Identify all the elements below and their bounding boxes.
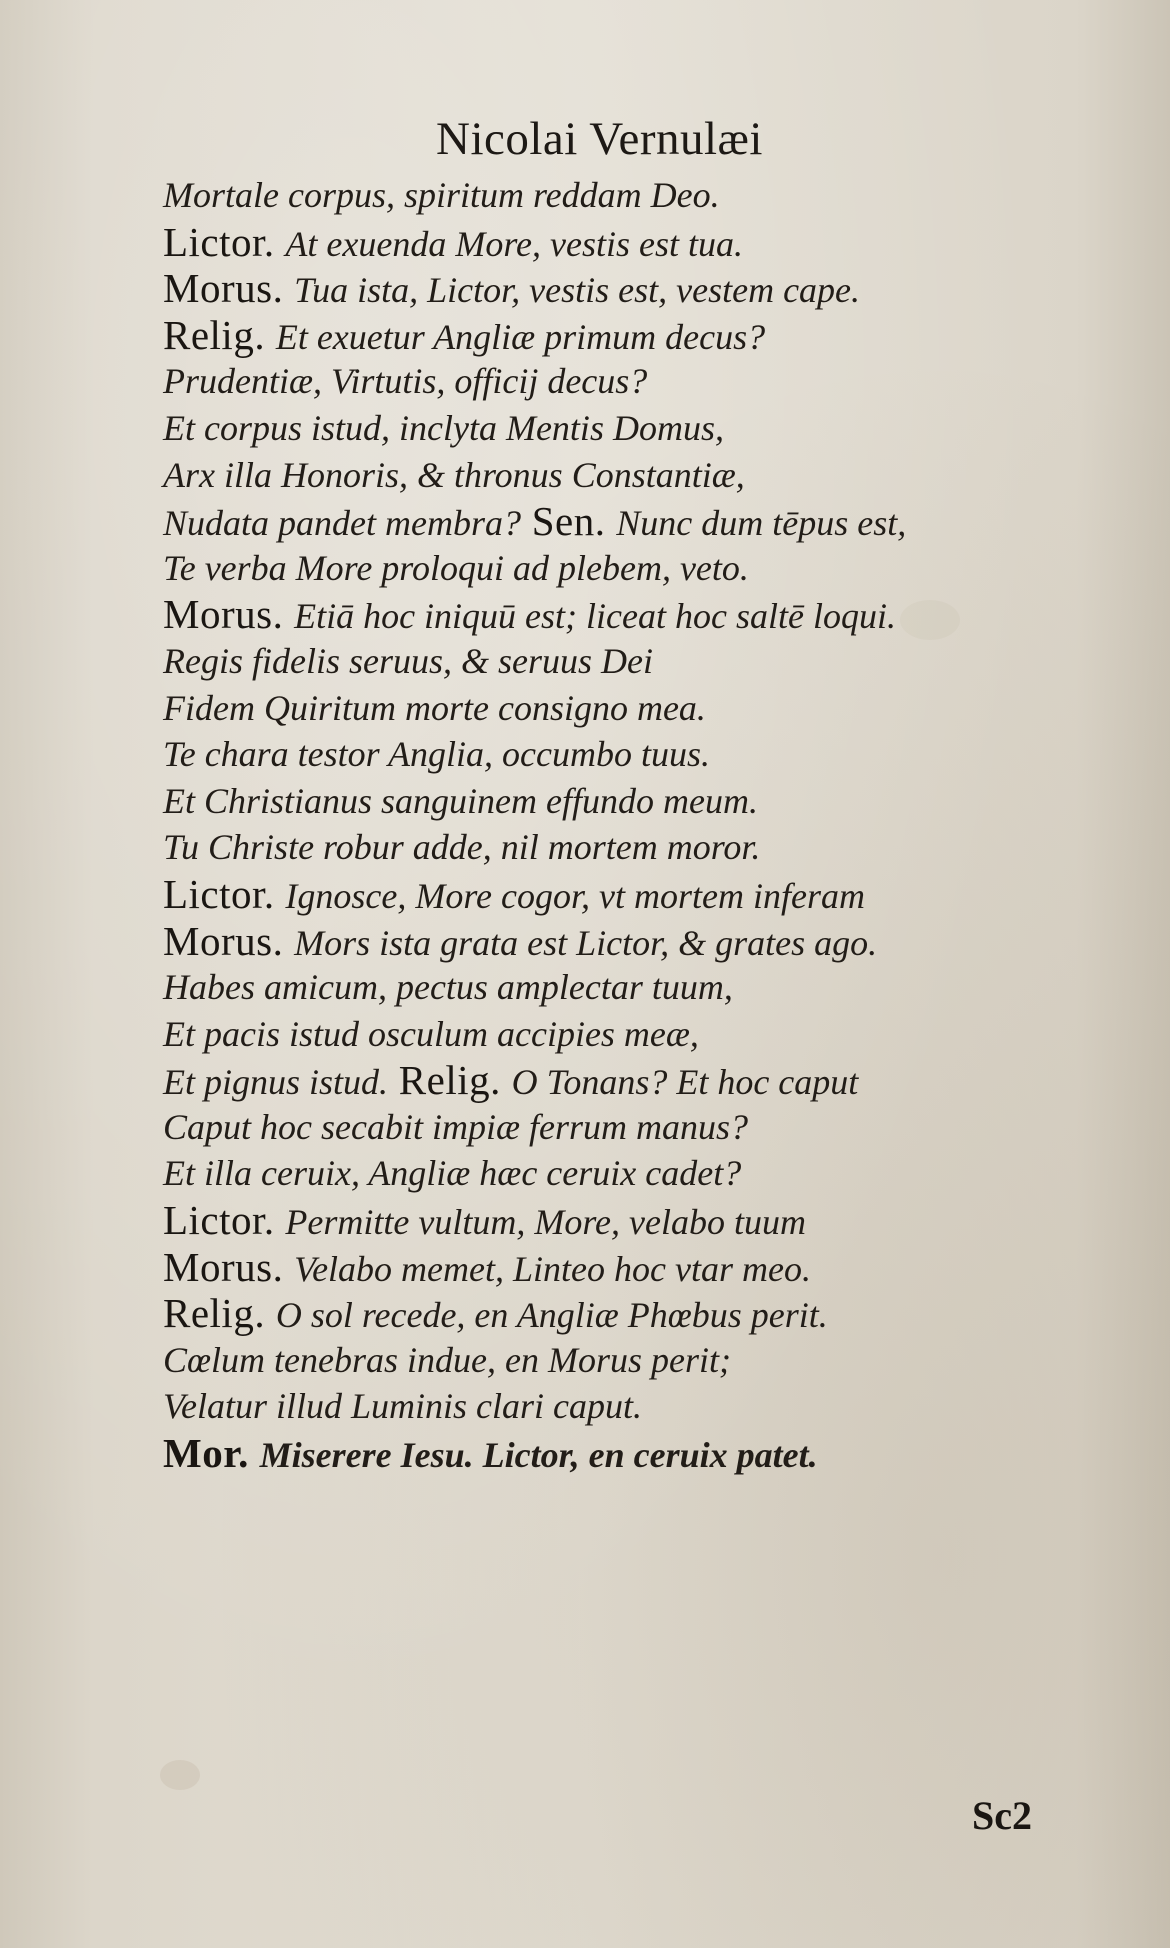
verse-line-text: Te verba More proloqui ad plebem, veto. — [163, 547, 749, 588]
verse-line — [163, 452, 1103, 499]
verse-line — [163, 918, 1103, 965]
verse-line-text: Nudata pandet membra? — [163, 503, 521, 544]
verse-line — [163, 1430, 1103, 1477]
verse-line-text: Ignosce, More cogor, vt mortem inferam — [285, 875, 865, 916]
verse-line-text: Velabo memet, Linteo hoc vtar meo. — [294, 1248, 811, 1289]
verse-line-text: Et corpus istud, inclyta Mentis Domus, — [163, 407, 724, 448]
verse-line — [163, 1057, 1103, 1104]
verse-line-text: Et exuetur Angliæ primum decus? — [275, 316, 766, 357]
speaker-name: Lictor. — [163, 1197, 286, 1244]
verse-line — [163, 1337, 1103, 1384]
verse-line-text: Et pignus istud. — [163, 1062, 389, 1103]
verse-line — [163, 638, 1103, 685]
running-head: Nicolai Vernulæi — [436, 113, 763, 165]
verse-line-text: Et pacis istud osculum accipies meæ, — [163, 1013, 699, 1054]
verse-line — [163, 498, 1103, 545]
speaker-name: Sen. — [520, 498, 617, 545]
speaker-name: Morus. — [163, 591, 295, 638]
verse-line-text: Caput hoc secabit impiæ ferrum manus? — [163, 1106, 748, 1147]
verse-line — [163, 778, 1103, 825]
verse-line-text: Nunc dum tēpus est, — [616, 503, 907, 544]
verse-line — [163, 545, 1103, 592]
verse-line — [163, 219, 1103, 266]
verse-line-text: Mors ista grata est Lictor, & grates ago. — [294, 922, 878, 963]
verse-text — [163, 172, 1103, 1477]
verse-line — [163, 824, 1103, 871]
speaker-name: Lictor. — [163, 870, 286, 917]
verse-line-text: Tua ista, Lictor, vestis est, vestem cape. — [294, 270, 861, 311]
verse-line — [163, 172, 1103, 219]
verse-line — [163, 1150, 1103, 1197]
verse-line-text: O sol recede, en Angliæ Phœbus perit. — [275, 1295, 828, 1336]
verse-line — [163, 1290, 1103, 1337]
verse-line-text: Arx illa Honoris, & thronus Constantiæ, — [163, 454, 745, 495]
speaker-name: Morus. — [163, 1243, 295, 1290]
speaker-name: Lictor. — [163, 218, 286, 265]
verse-line — [163, 1244, 1103, 1291]
verse-line-text: Prudentiæ, Virtutis, officij decus? — [163, 361, 648, 402]
verse-line — [163, 685, 1103, 732]
verse-line — [163, 1011, 1103, 1058]
verse-line — [163, 871, 1103, 918]
verse-line — [163, 265, 1103, 312]
speaker-name: Relig. — [163, 1290, 276, 1337]
verse-line — [163, 964, 1103, 1011]
verse-line-text: Miserere Iesu. Lictor, en ceruix patet. — [259, 1435, 818, 1476]
verse-line — [163, 1104, 1103, 1151]
verse-line — [163, 405, 1103, 452]
speaker-name: Relig. — [388, 1057, 512, 1104]
verse-line-text: Et illa ceruix, Angliæ hæc ceruix cadet? — [163, 1153, 742, 1194]
verse-line-text: Permitte vultum, More, velabo tuum — [285, 1202, 806, 1243]
speaker-name: Mor. — [163, 1430, 260, 1477]
verse-line — [163, 591, 1103, 638]
verse-line — [163, 358, 1103, 405]
verse-line — [163, 1383, 1103, 1430]
verse-line-text: Et Christianus sanguinem effundo meum. — [163, 780, 758, 821]
paper-stain — [160, 1760, 200, 1790]
verse-line-text: Cœlum tenebras indue, en Morus perit; — [163, 1339, 731, 1380]
verse-line-text: Velatur illud Luminis clari caput. — [163, 1386, 643, 1427]
verse-line-text: O Tonans? Et hoc caput — [511, 1062, 859, 1103]
verse-line-text: Fidem Quiritum morte consigno mea. — [163, 687, 706, 728]
verse-line-text: Habes amicum, pectus amplectar tuum, — [163, 967, 733, 1008]
verse-line-text: Mortale corpus, spiritum reddam Deo. — [163, 175, 720, 215]
speaker-name: Morus. — [163, 917, 295, 964]
speaker-name: Relig. — [163, 311, 276, 358]
verse-line-text: Regis fidelis seruus, & seruus Dei — [163, 640, 653, 681]
verse-line-text: Tu Christe robur adde, nil mortem moror. — [163, 827, 761, 868]
verse-line-text: Te chara testor Anglia, occumbo tuus. — [163, 734, 710, 775]
verse-line — [163, 1197, 1103, 1244]
verse-line — [163, 731, 1103, 778]
catchword: Sc2 — [972, 1793, 1032, 1838]
verse-line — [163, 312, 1103, 359]
verse-line-text: Etiā hoc iniquū est; liceat hoc saltē loqui. — [294, 596, 896, 637]
verse-line-text: At exuenda More, vestis est tua. — [285, 223, 743, 264]
speaker-name: Morus. — [163, 265, 295, 312]
